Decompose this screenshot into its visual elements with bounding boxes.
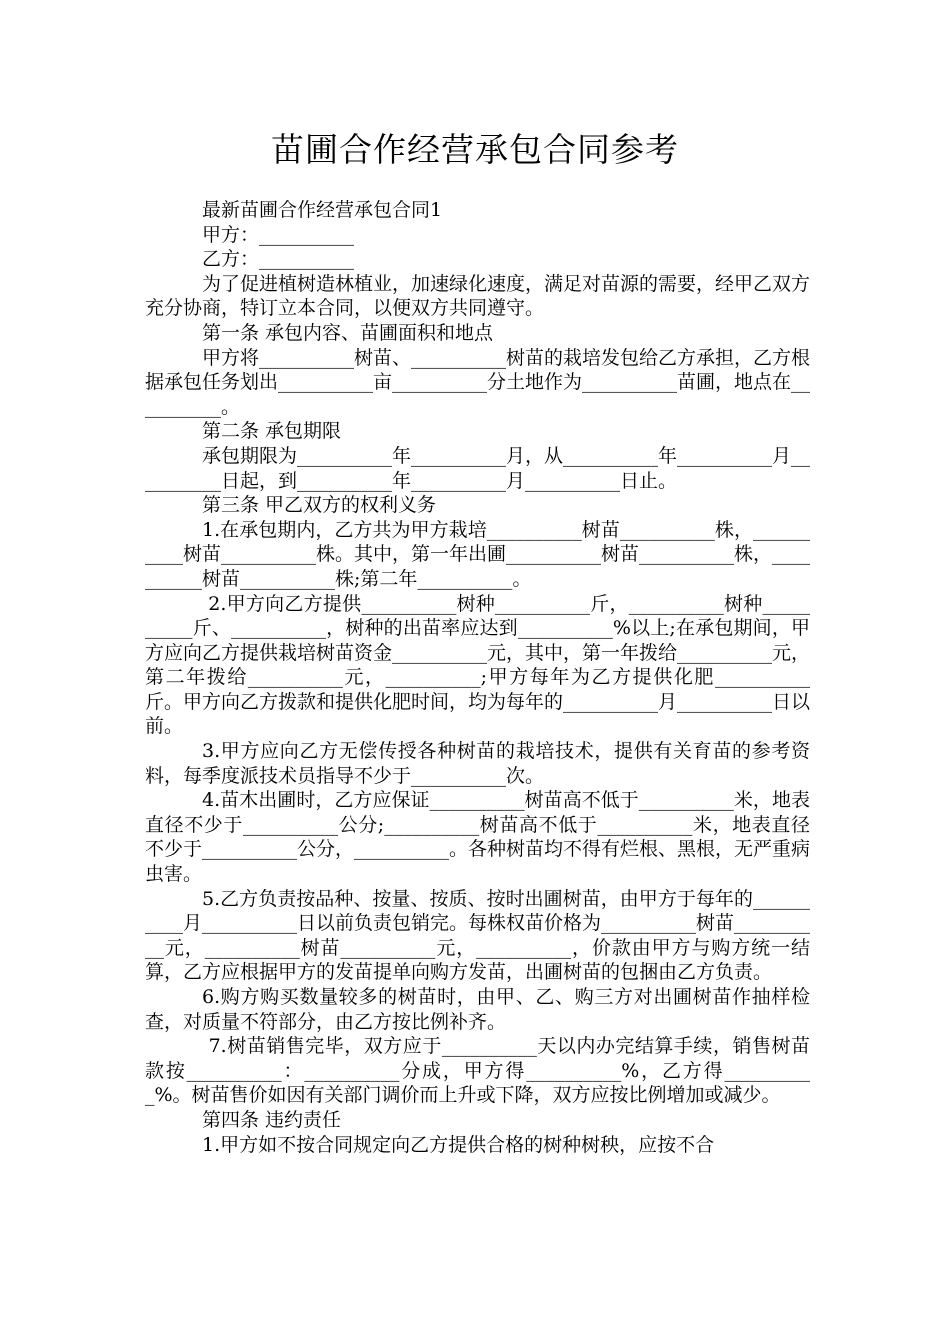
article-3-item-5: 5.乙方负责按品种、按量、按质、按时出圃树苗，由甲方于每年的__________月__________日以前负责包销完。每株权苗价格为__________树苗__________元，__________树苗__________元，__________，价款由甲方与购方统一结算，乙方应根据甲方的发苗提单向购方发苗，出圃树苗的包捆由乙方负责。 xyxy=(145,887,811,984)
article-3-item-3: 3.甲方应向乙方无偿传授各种树苗的栽培技术，提供有关育苗的参考资料，每季度派技术员指导不少于__________次。 xyxy=(145,740,810,787)
doc-subtitle: 最新苗圃合作经营承包合同1 xyxy=(202,199,443,221)
document-title: 苗圃合作经营承包合同参考 xyxy=(271,130,679,169)
preamble-paragraph: 为了促进植树造林植业，加速绿化速度，满足对苗源的需要，经甲乙双方充分协商，特订立本合同，以便双方共同遵守。 xyxy=(145,272,811,320)
party-b-line: 乙方：__________ xyxy=(202,248,355,271)
article-3-item-7: 7.树苗销售完毕，双方应于__________天以内办完结算手续，销售树苗款按__________：__________分成，甲方得__________%，乙方得__________%。树苗售价如因有关部门调价而上升或下降，双方应按比例增加或减少。 xyxy=(145,1035,810,1107)
article-2-heading: 第二条 承包期限 xyxy=(202,420,342,443)
article-3-item-2: 2.甲方向乙方提供__________树种__________斤，__________树种__________斤、__________，树种的出苗率应达到__________%以上;在承包期间，甲方应向乙方提供栽培树苗资金__________元，其中，第一年拨给__________元，第二年拨给__________元，__________;甲方每年为乙方提供化肥__________斤。甲方向乙方拨款和提供化肥时间，均为每年的__________月__________日以前。 xyxy=(145,592,811,738)
article-2-paragraph: 承包期限为__________年__________月，从__________年__________月__________日起，到__________年__________月__________日止。 xyxy=(145,444,811,492)
article-4-heading: 第四条 违约责任 xyxy=(202,1108,342,1131)
article-3-heading: 第三条 甲乙双方的权利义务 xyxy=(202,494,437,517)
party-a-line: 甲方：__________ xyxy=(202,223,355,246)
article-1-heading: 第一条 承包内容、苗圃面积和地点 xyxy=(202,321,494,344)
document-body xyxy=(145,198,810,1157)
article-1-paragraph: 甲方将__________树苗、__________树苗的栽培发包给乙方承担，乙方根据承包任务划出__________亩__________分土地作为__________苗圃，地点在__________。 xyxy=(145,346,811,418)
article-3-item-4: 4.苗木出圃时，乙方应保证__________树苗高不低于__________米，地表直径不少于__________公分;__________树苗高不低于__________米，地表直径不少于__________公分，__________。各种树苗均不得有烂根、黑根，无严重病虫害。 xyxy=(145,789,811,886)
article-3-item-6: 6.购方购买数量较多的树苗时，由甲、乙、购三方对出圃树苗作抽样检查，对质量不符部分，由乙方按比例补齐。 xyxy=(145,986,810,1033)
article-4-item-1: 1.甲方如不按合同规定向乙方提供合格的树种树秧，应按不合 xyxy=(202,1133,715,1156)
article-3-item-1: 1.在承包期内，乙方共为甲方栽培__________树苗__________株，__________树苗__________株。其中，第一年出圃__________树苗__________株，__________树苗__________株;第二年__________。 xyxy=(145,518,811,590)
